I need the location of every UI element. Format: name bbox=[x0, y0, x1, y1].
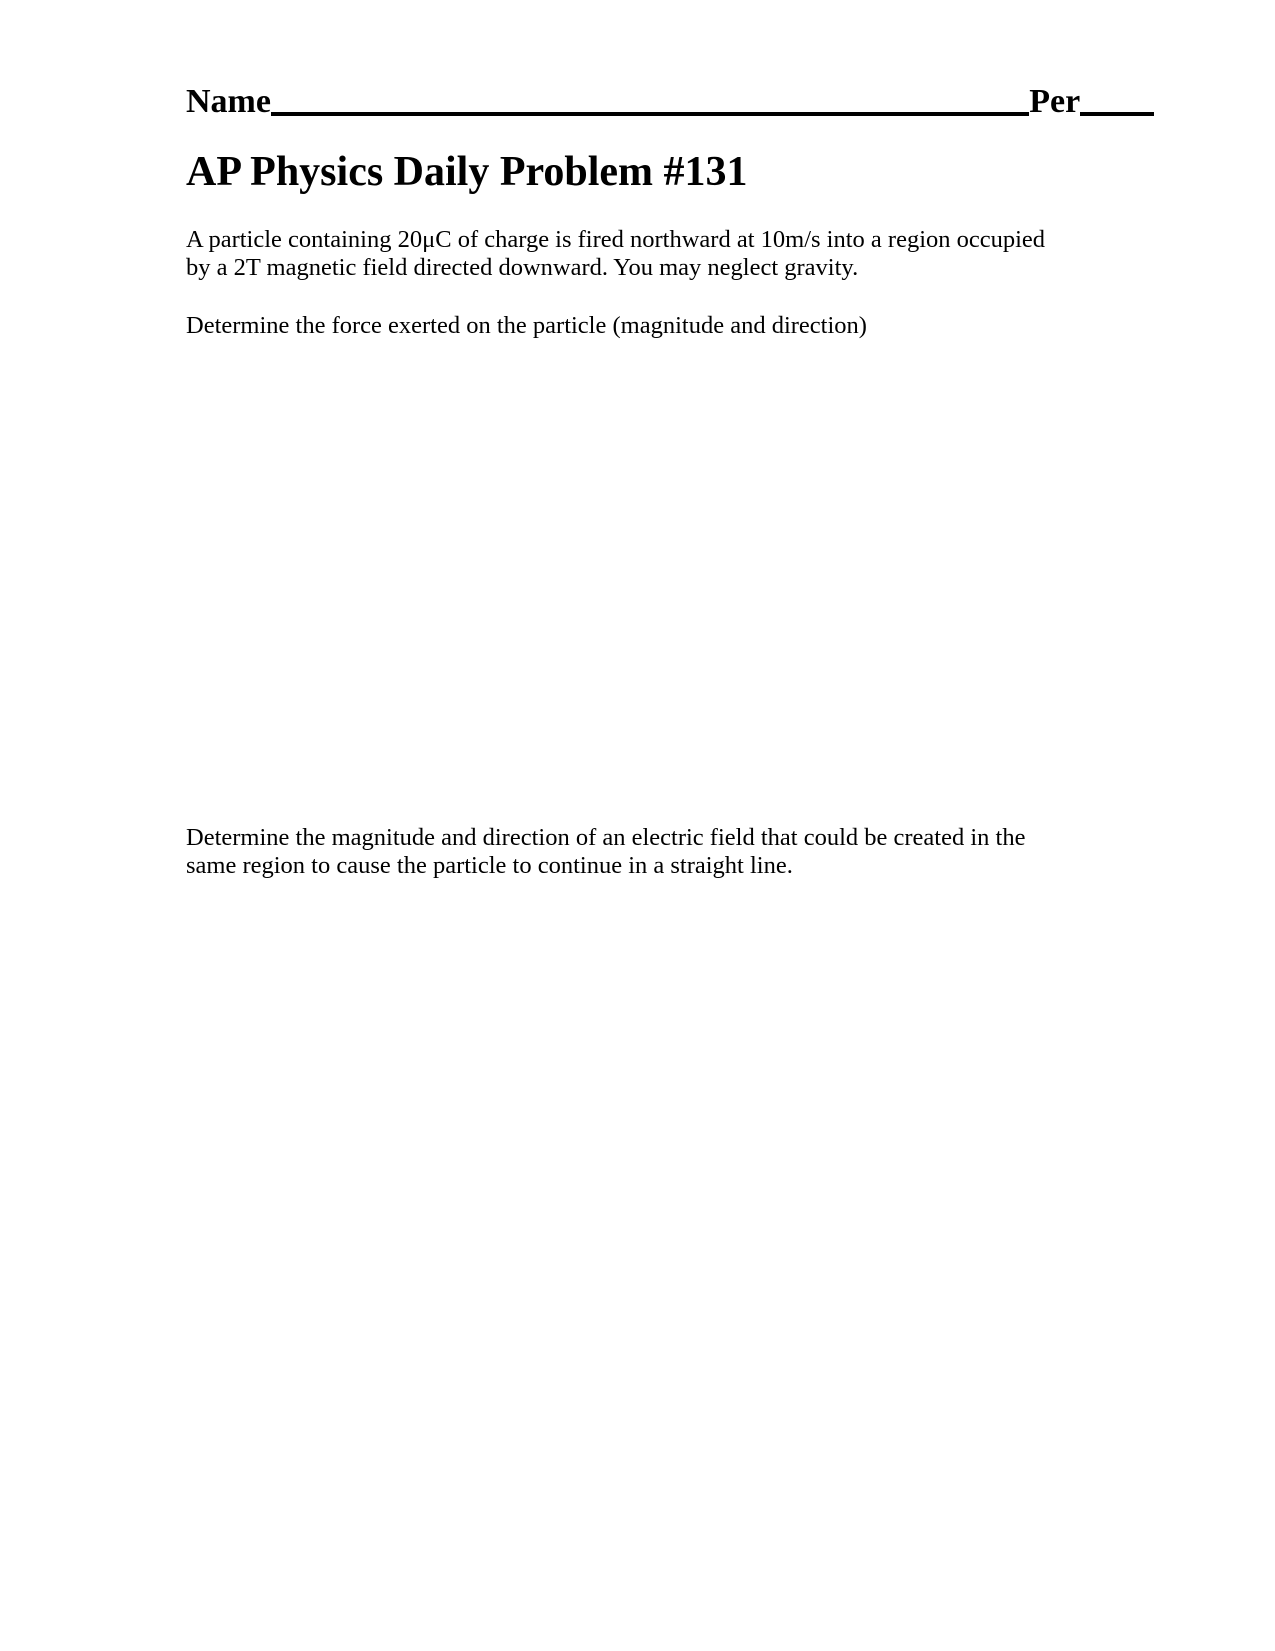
page-title: AP Physics Daily Problem #131 bbox=[186, 149, 748, 195]
problem-statement-line: A particle containing 20μC of charge is fired northward at 10m/s into a region occupied bbox=[186, 226, 1046, 253]
period-label: Per bbox=[1029, 83, 1081, 120]
question-1 bbox=[186, 312, 867, 340]
name-period-header bbox=[186, 72, 1154, 122]
question-2-line: Determine the magnitude and direction of an electric field that could be created in the bbox=[186, 824, 1026, 851]
question-2-line: same region to cause the particle to continue in a straight line. bbox=[186, 852, 793, 879]
name-blank-line[interactable] bbox=[271, 78, 1029, 116]
period-blank-line[interactable] bbox=[1080, 78, 1154, 116]
question-1-text: Determine the force exerted on the particle (magnitude and direction) bbox=[186, 312, 867, 339]
problem-statement-line: by a 2T magnetic field directed downward. You may neglect gravity. bbox=[186, 254, 859, 281]
name-label: Name bbox=[186, 83, 271, 120]
problem-statement bbox=[186, 226, 1045, 282]
question-2 bbox=[186, 824, 1025, 880]
